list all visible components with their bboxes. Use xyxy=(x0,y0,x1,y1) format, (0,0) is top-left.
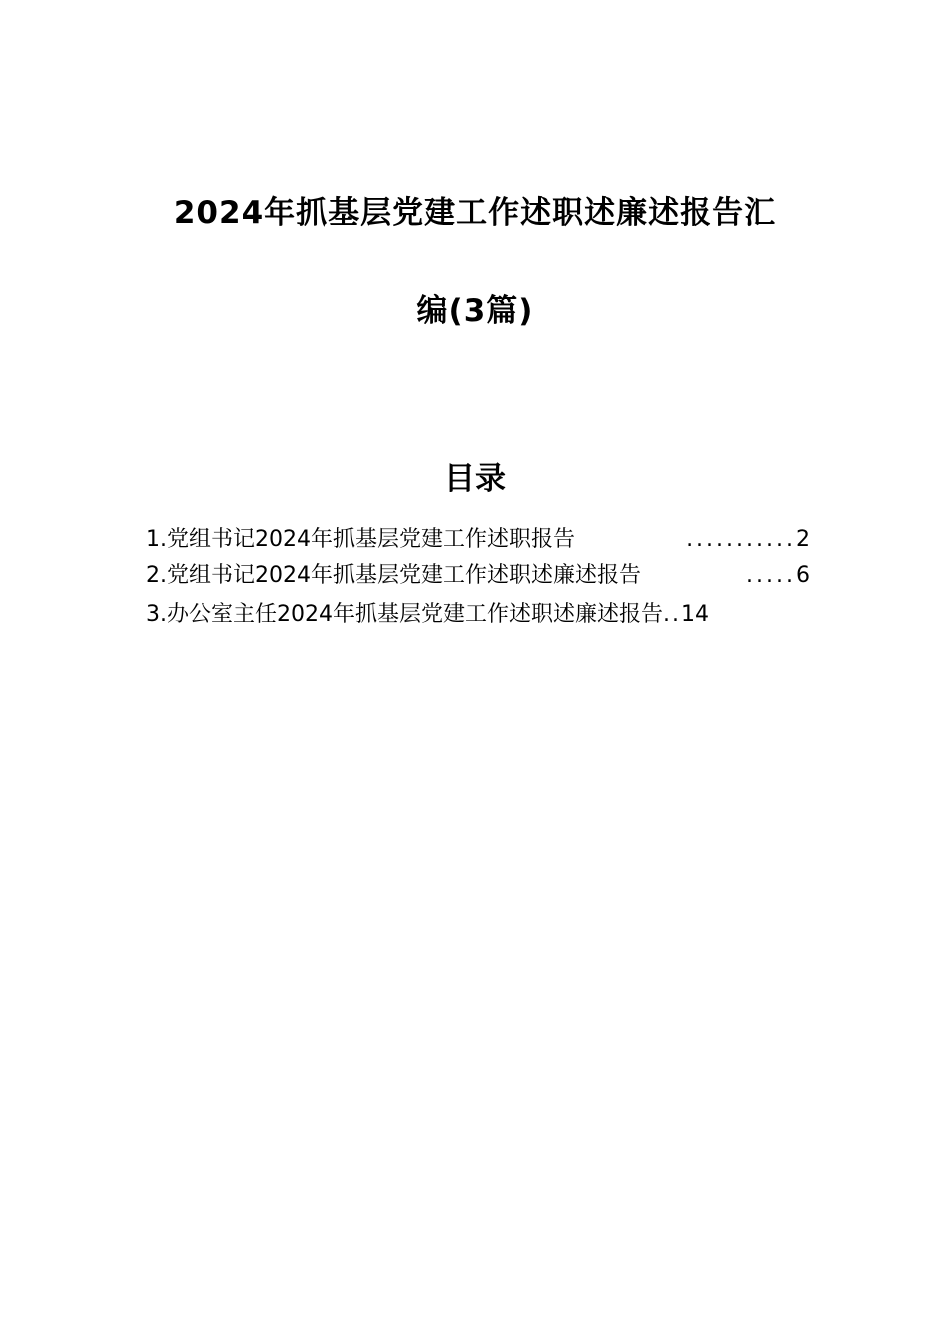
toc-dot-leader: ........... xyxy=(686,527,796,552)
toc-entry-title: 2.党组书记2024年抓基层党建工作述职述廉述报告 xyxy=(146,563,641,588)
toc-entry-title: 1.党组书记2024年抓基层党建工作述职报告 xyxy=(146,527,575,552)
document-title-line-1: 2024年抓基层党建工作述职述廉述报告汇 xyxy=(173,195,777,231)
toc-entry-2[interactable] xyxy=(146,558,810,594)
toc-heading: 目录 xyxy=(444,461,506,497)
toc-dot-leader: .. xyxy=(662,602,681,627)
document-title-line-2: 编(3篇) xyxy=(416,293,534,329)
toc-page-number: 2 xyxy=(796,527,810,552)
toc-entry-title: 3.办公室主任2024年抓基层党建工作述职述廉述报告 xyxy=(146,602,663,627)
table-of-contents xyxy=(146,522,810,630)
toc-page-number: 6 xyxy=(796,563,810,588)
toc-page-number: 14 xyxy=(680,602,709,627)
toc-entry-1[interactable] xyxy=(146,522,810,558)
toc-entry-3[interactable] xyxy=(146,600,746,630)
toc-dot-leader: ..... xyxy=(746,563,796,588)
